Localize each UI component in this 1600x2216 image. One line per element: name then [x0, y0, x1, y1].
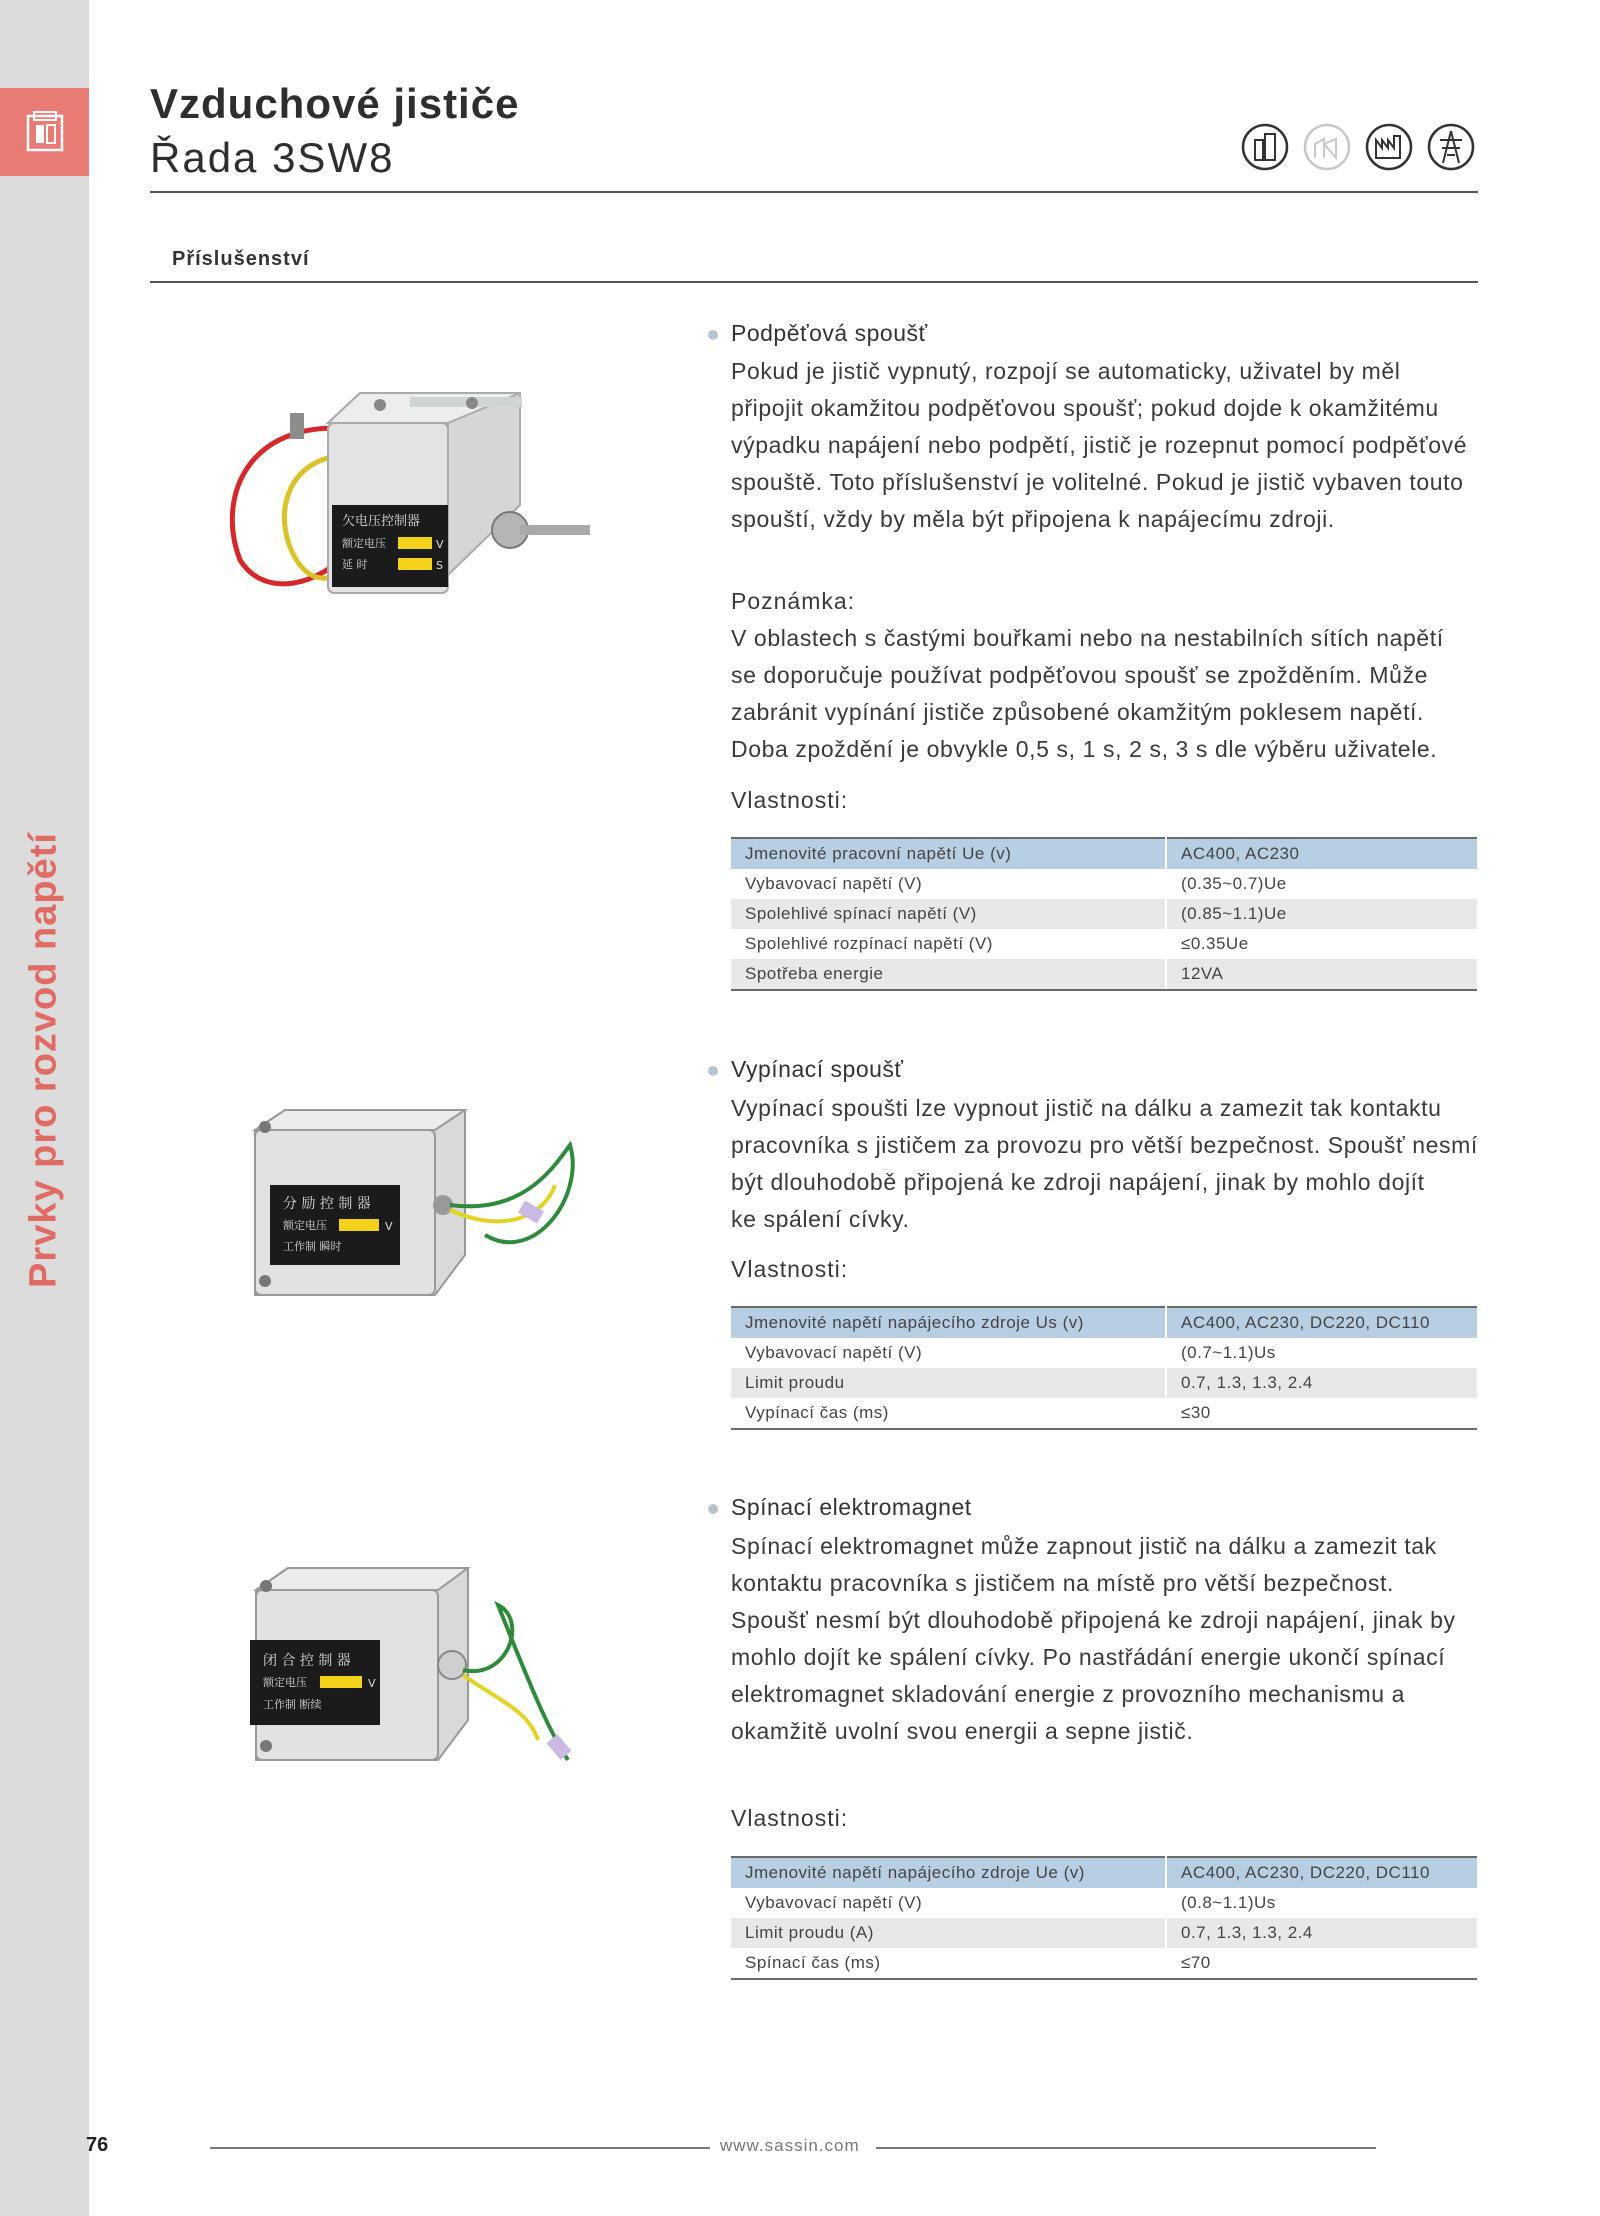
sidebar-label: Prvky pro rozvod napětí — [22, 832, 65, 1288]
device-label-unit2: S — [436, 559, 443, 572]
tower-icon — [1426, 122, 1476, 172]
device-label-line3: 工作制 断续 — [263, 1698, 322, 1711]
table-row: Spolehlivé spínací napětí (V) (0.85~1.1)Ue — [731, 899, 1477, 929]
table-row: Jmenovité pracovní napětí Ue (v) AC400, AC230 — [731, 838, 1477, 869]
table-row: Jmenovité napětí napájecího zdroje Ue (v) AC400, AC230, DC220, DC110 — [731, 1857, 1477, 1888]
shunt-spec-table — [731, 1306, 1477, 1430]
device-label-unit1: V — [368, 1677, 376, 1690]
building-icon — [1240, 122, 1290, 172]
table-row: Spotřeba energie 12VA — [731, 959, 1477, 990]
table-row: Spínací čas (ms) ≤70 — [731, 1948, 1477, 1979]
bullet-dot — [708, 1066, 718, 1076]
device-label-unit1: V — [436, 538, 444, 551]
table-row: Vybavovací napětí (V) (0.35~0.7)Ue — [731, 869, 1477, 899]
page-subtitle: Řada 3SW8 — [150, 134, 395, 181]
table-row: Vybavovací napětí (V) (0.8~1.1)Us — [731, 1888, 1477, 1918]
table-row: Limit proudu 0.7, 1.3, 1.3, 2.4 — [731, 1368, 1477, 1398]
undervoltage-release-image — [210, 375, 620, 630]
header-icons — [1240, 122, 1476, 172]
breaker-icon — [24, 110, 66, 156]
footer-rule-right — [876, 2147, 1376, 2149]
device-label-line2: 额定电压 — [342, 537, 386, 550]
device-label-line1: 闭 合 控 制 器 — [263, 1653, 351, 1669]
bullet-dot — [708, 1504, 718, 1514]
shunt-heading: Vypínací spoušť — [731, 1056, 904, 1082]
table-row: Vypínací čas (ms) ≤30 — [731, 1398, 1477, 1429]
table-row: Spolehlivé rozpínací napětí (V) ≤0.35Ue — [731, 929, 1477, 959]
undervoltage-heading: Podpěťová spoušť — [731, 320, 928, 346]
properties-label: Vlastnosti: — [731, 787, 849, 813]
device-label-line2: 额定电压 — [283, 1219, 327, 1232]
undervoltage-spec-table — [731, 837, 1477, 991]
note-label: Poznámka: — [731, 588, 856, 614]
properties-label: Vlastnosti: — [731, 1256, 849, 1282]
section-title: Příslušenství — [172, 248, 310, 270]
device-label-line2: 额定电压 — [263, 1676, 307, 1689]
factory-building-icon — [1302, 122, 1352, 172]
closing-description: Spínací elektromagnet může zapnout jistič na dálku a zamezit tak kontaktu pracovníka s jističem na místě pro větší bezpečnost. Spoušť nesmí být dlouhodobě připojená ke zdroji napájení, jinak by mohlo dojít ke spálení cívky. Po nastřádání energie ukončí spínací elektromagnet skladování energie z provozního mechanismu a okamžitě uvolní svou energii a sepne jistič. — [731, 1533, 1456, 1744]
sidebar-tab — [0, 88, 89, 176]
table-row: Vybavovací napětí (V) (0.7~1.1)Us — [731, 1338, 1477, 1368]
device-label-line1: 分 励 控 制 器 — [283, 1196, 371, 1212]
table-row: Jmenovité napětí napájecího zdroje Us (v) AC400, AC230, DC220, DC110 — [731, 1307, 1477, 1338]
device-label-line3: 延 时 — [342, 558, 368, 571]
shunt-release-image — [235, 1105, 595, 1315]
device-label-line3: 工作制 瞬时 — [283, 1240, 342, 1253]
shunt-description: Vypínací spoušti lze vypnout jistič na dálku a zamezit tak kontaktu pracovníka s jističem za provozu pro větší bezpečnost. Spoušť nesmí být dlouhodobě připojená ke zdroji napájení, jinak by mohlo dojít ke spálení cívky. — [731, 1095, 1478, 1232]
sidebar — [0, 0, 89, 2216]
bullet-dot — [708, 330, 718, 340]
page-number: 76 — [86, 2134, 109, 2156]
footer-rule-left — [210, 2147, 710, 2149]
table-row: Limit proudu (A) 0.7, 1.3, 1.3, 2.4 — [731, 1918, 1477, 1948]
footer-url: www.sassin.com — [720, 2136, 860, 2155]
properties-label: Vlastnosti: — [731, 1805, 849, 1831]
note-text: V oblastech s častými bouřkami nebo na nestabilních sítích napětí se doporučuje používat podpěťovou spoušť se zpožděním. Může zabránit vypínání jističe způsobené okamžitým poklesem napětí. Doba zpoždění je obvykle 0,5 s, 1 s, 2 s, 3 s dle výběru uživatele. — [731, 625, 1444, 762]
undervoltage-description: Pokud je jistič vypnutý, rozpojí se automaticky, uživatel by měl připojit okamžitou podpěťovou spoušť; pokud dojde k okamžitému výpadku napájení nebo podpětí, jistič je rozepnut pomocí podpěťové spouště. Toto příslušenství je volitelné. Pokud je jistič vybaven touto spouští, vždy by měla být připojena k napájecímu zdroji. — [731, 358, 1468, 532]
device-label-line1: 欠电压控制器 — [342, 514, 421, 529]
header-rule — [150, 191, 1478, 193]
section-rule — [150, 281, 1478, 283]
device-label-unit1: V — [385, 1220, 393, 1233]
closing-electromagnet-image — [228, 1560, 598, 1785]
page-title: Vzduchové jističe — [150, 80, 520, 127]
closing-heading: Spínací elektromagnet — [731, 1494, 972, 1520]
factory-icon — [1364, 122, 1414, 172]
closing-spec-table — [731, 1856, 1477, 1980]
